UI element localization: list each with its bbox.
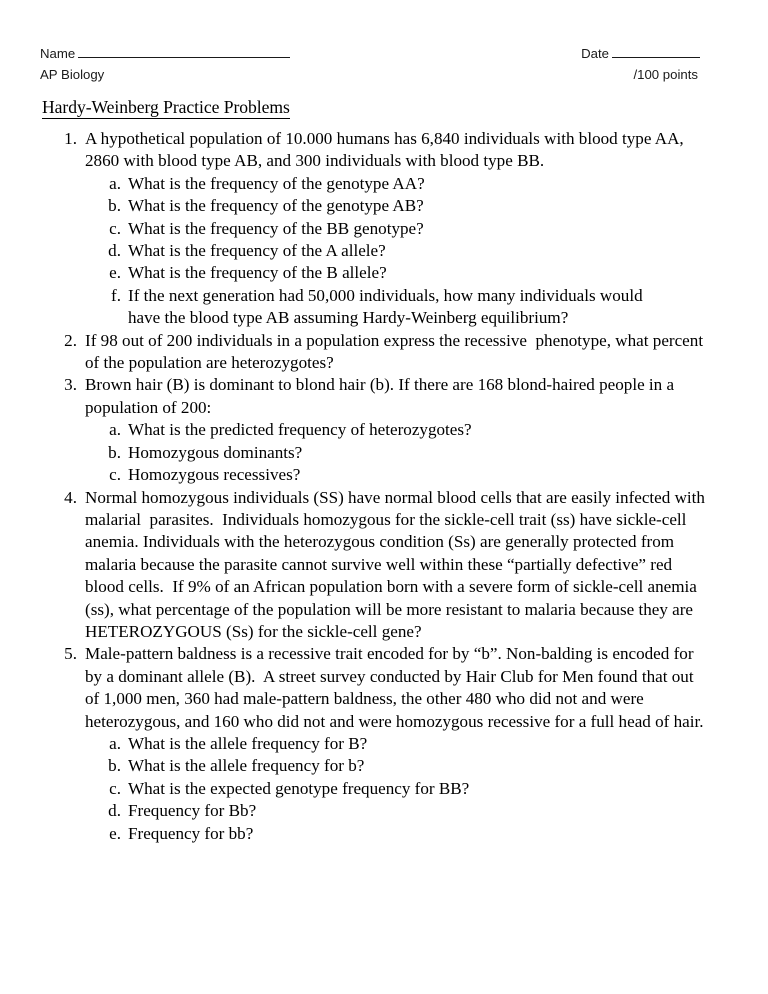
problem-sublist [85, 419, 710, 486]
date-field-group [581, 44, 700, 63]
subitem-marker: b. [108, 196, 121, 216]
problem-subitem [85, 800, 710, 822]
problem-marker: 4. [64, 487, 77, 507]
problem-item [0, 128, 768, 330]
subitem-marker: e. [109, 263, 121, 283]
document-header [40, 44, 700, 84]
problem-sublist [85, 173, 710, 330]
problem-subitem [85, 285, 710, 330]
subitem-marker: c. [109, 778, 121, 798]
problem-list [0, 128, 768, 845]
problem-item [0, 487, 768, 644]
name-label: Name [40, 46, 76, 61]
subitem-text: What is the allele frequency for B? [128, 733, 368, 753]
problem-sublist [85, 733, 710, 845]
problem-subitem [85, 419, 710, 441]
subitem-text: Homozygous recessives? [128, 465, 301, 485]
problem-subitem [85, 755, 710, 777]
subitem-marker: c. [109, 218, 121, 238]
subitem-text: What is the expected genotype frequency for BB? [128, 778, 470, 798]
problem-marker: 5. [64, 644, 77, 664]
problem-subitem [85, 464, 710, 486]
problem-marker: 3. [64, 375, 77, 395]
subitem-marker: b. [108, 756, 121, 776]
problem-item [0, 643, 768, 845]
subitem-text: Frequency for Bb? [128, 801, 257, 821]
problem-item [0, 330, 768, 375]
subitem-marker: d. [108, 241, 121, 261]
subitem-text: Homozygous dominants? [128, 442, 303, 462]
page-title [42, 96, 290, 118]
problem-marker: 1. [64, 129, 77, 148]
problem-text: Brown hair (B) is dominant to blond hair (b). If there are 168 blond-haired people in a population of 200: [85, 375, 679, 417]
problem-subitem [85, 240, 710, 262]
subitem-text: What is the predicted frequency of heterozygotes? [128, 420, 472, 440]
header-row-name-date [40, 44, 700, 63]
problem-subitem [85, 778, 710, 800]
subitem-marker: c. [109, 465, 121, 485]
subitem-marker: a. [109, 420, 121, 440]
date-label: Date [581, 46, 609, 61]
problem-text: Normal homozygous individuals (SS) have normal blood cells that are easily infected with malarial parasites. Individuals homozygous for the sickle-cell trait (ss) have sickle-cell anemia. Individuals with the heterozygous condition (Ss) are generally protected from malaria because the parasite cannot survive well within these “partially defective” red blood cells. If 9% of an African population born with a severe form of sickle-cell anemia (ss), what percentage of the population will be more resistant to malaria because they are HETEROZYGOUS (Ss) for the sickle-cell gene? [85, 487, 710, 641]
subitem-marker: e. [109, 823, 121, 843]
problem-text: Male-pattern baldness is a recessive trait encoded for by “b”. Non-balding is encoded for by a dominant allele (B). A street survey conducted by Hair Club for Men found that out of 1,000 men, 360 had male-pattern baldness, the other 480 who did not and were heterozygous, and 160 who did not and were homozygous recessive for a full head of hair. [85, 644, 704, 731]
name-field-group [40, 44, 290, 63]
problem-subitem [85, 262, 710, 284]
problem-item [0, 374, 768, 486]
header-row-course-points [40, 65, 700, 84]
subitem-text: What is the frequency of the BB genotype? [128, 218, 424, 238]
date-blank-line[interactable] [612, 44, 700, 58]
problem-text: A hypothetical population of 10.000 humans has 6,840 individuals with blood type AA, 2860 with blood type AB, and 300 individuals with blood type BB. [85, 129, 688, 171]
problem-subitem [85, 733, 710, 755]
subitem-text: What is the allele frequency for b? [128, 756, 365, 776]
problem-subitem [85, 442, 710, 464]
name-blank-line[interactable] [78, 44, 290, 58]
course-label: AP Biology [40, 67, 105, 82]
subitem-text: What is the frequency of the A allele? [128, 241, 386, 261]
subitem-marker: d. [108, 801, 121, 821]
subitem-marker: b. [108, 442, 121, 462]
problem-subitem [85, 173, 710, 195]
points-label: /100 points [633, 67, 698, 82]
subitem-text: What is the frequency of the B allele? [128, 263, 387, 283]
subitem-marker: a. [109, 173, 121, 193]
subitem-text: Frequency for bb? [128, 823, 254, 843]
problem-marker: 2. [64, 330, 77, 350]
page-title-text: Hardy-Weinberg Practice Problems [42, 97, 290, 117]
problem-subitem [85, 823, 710, 845]
subitem-text: If the next generation had 50,000 individuals, how many individuals would have the blood type AB assuming Hardy-Weinberg equilibrium? [128, 285, 647, 328]
subitem-text: What is the frequency of the genotype AB? [128, 196, 424, 216]
subitem-marker: a. [109, 733, 121, 753]
problem-subitem [85, 195, 710, 217]
problem-text: If 98 out of 200 individuals in a population express the recessive phenotype, what percent of the population are heterozygotes? [85, 330, 708, 373]
problem-subitem [85, 218, 710, 240]
subitem-text: What is the frequency of the genotype AA? [128, 173, 425, 193]
subitem-marker: f. [111, 285, 121, 305]
